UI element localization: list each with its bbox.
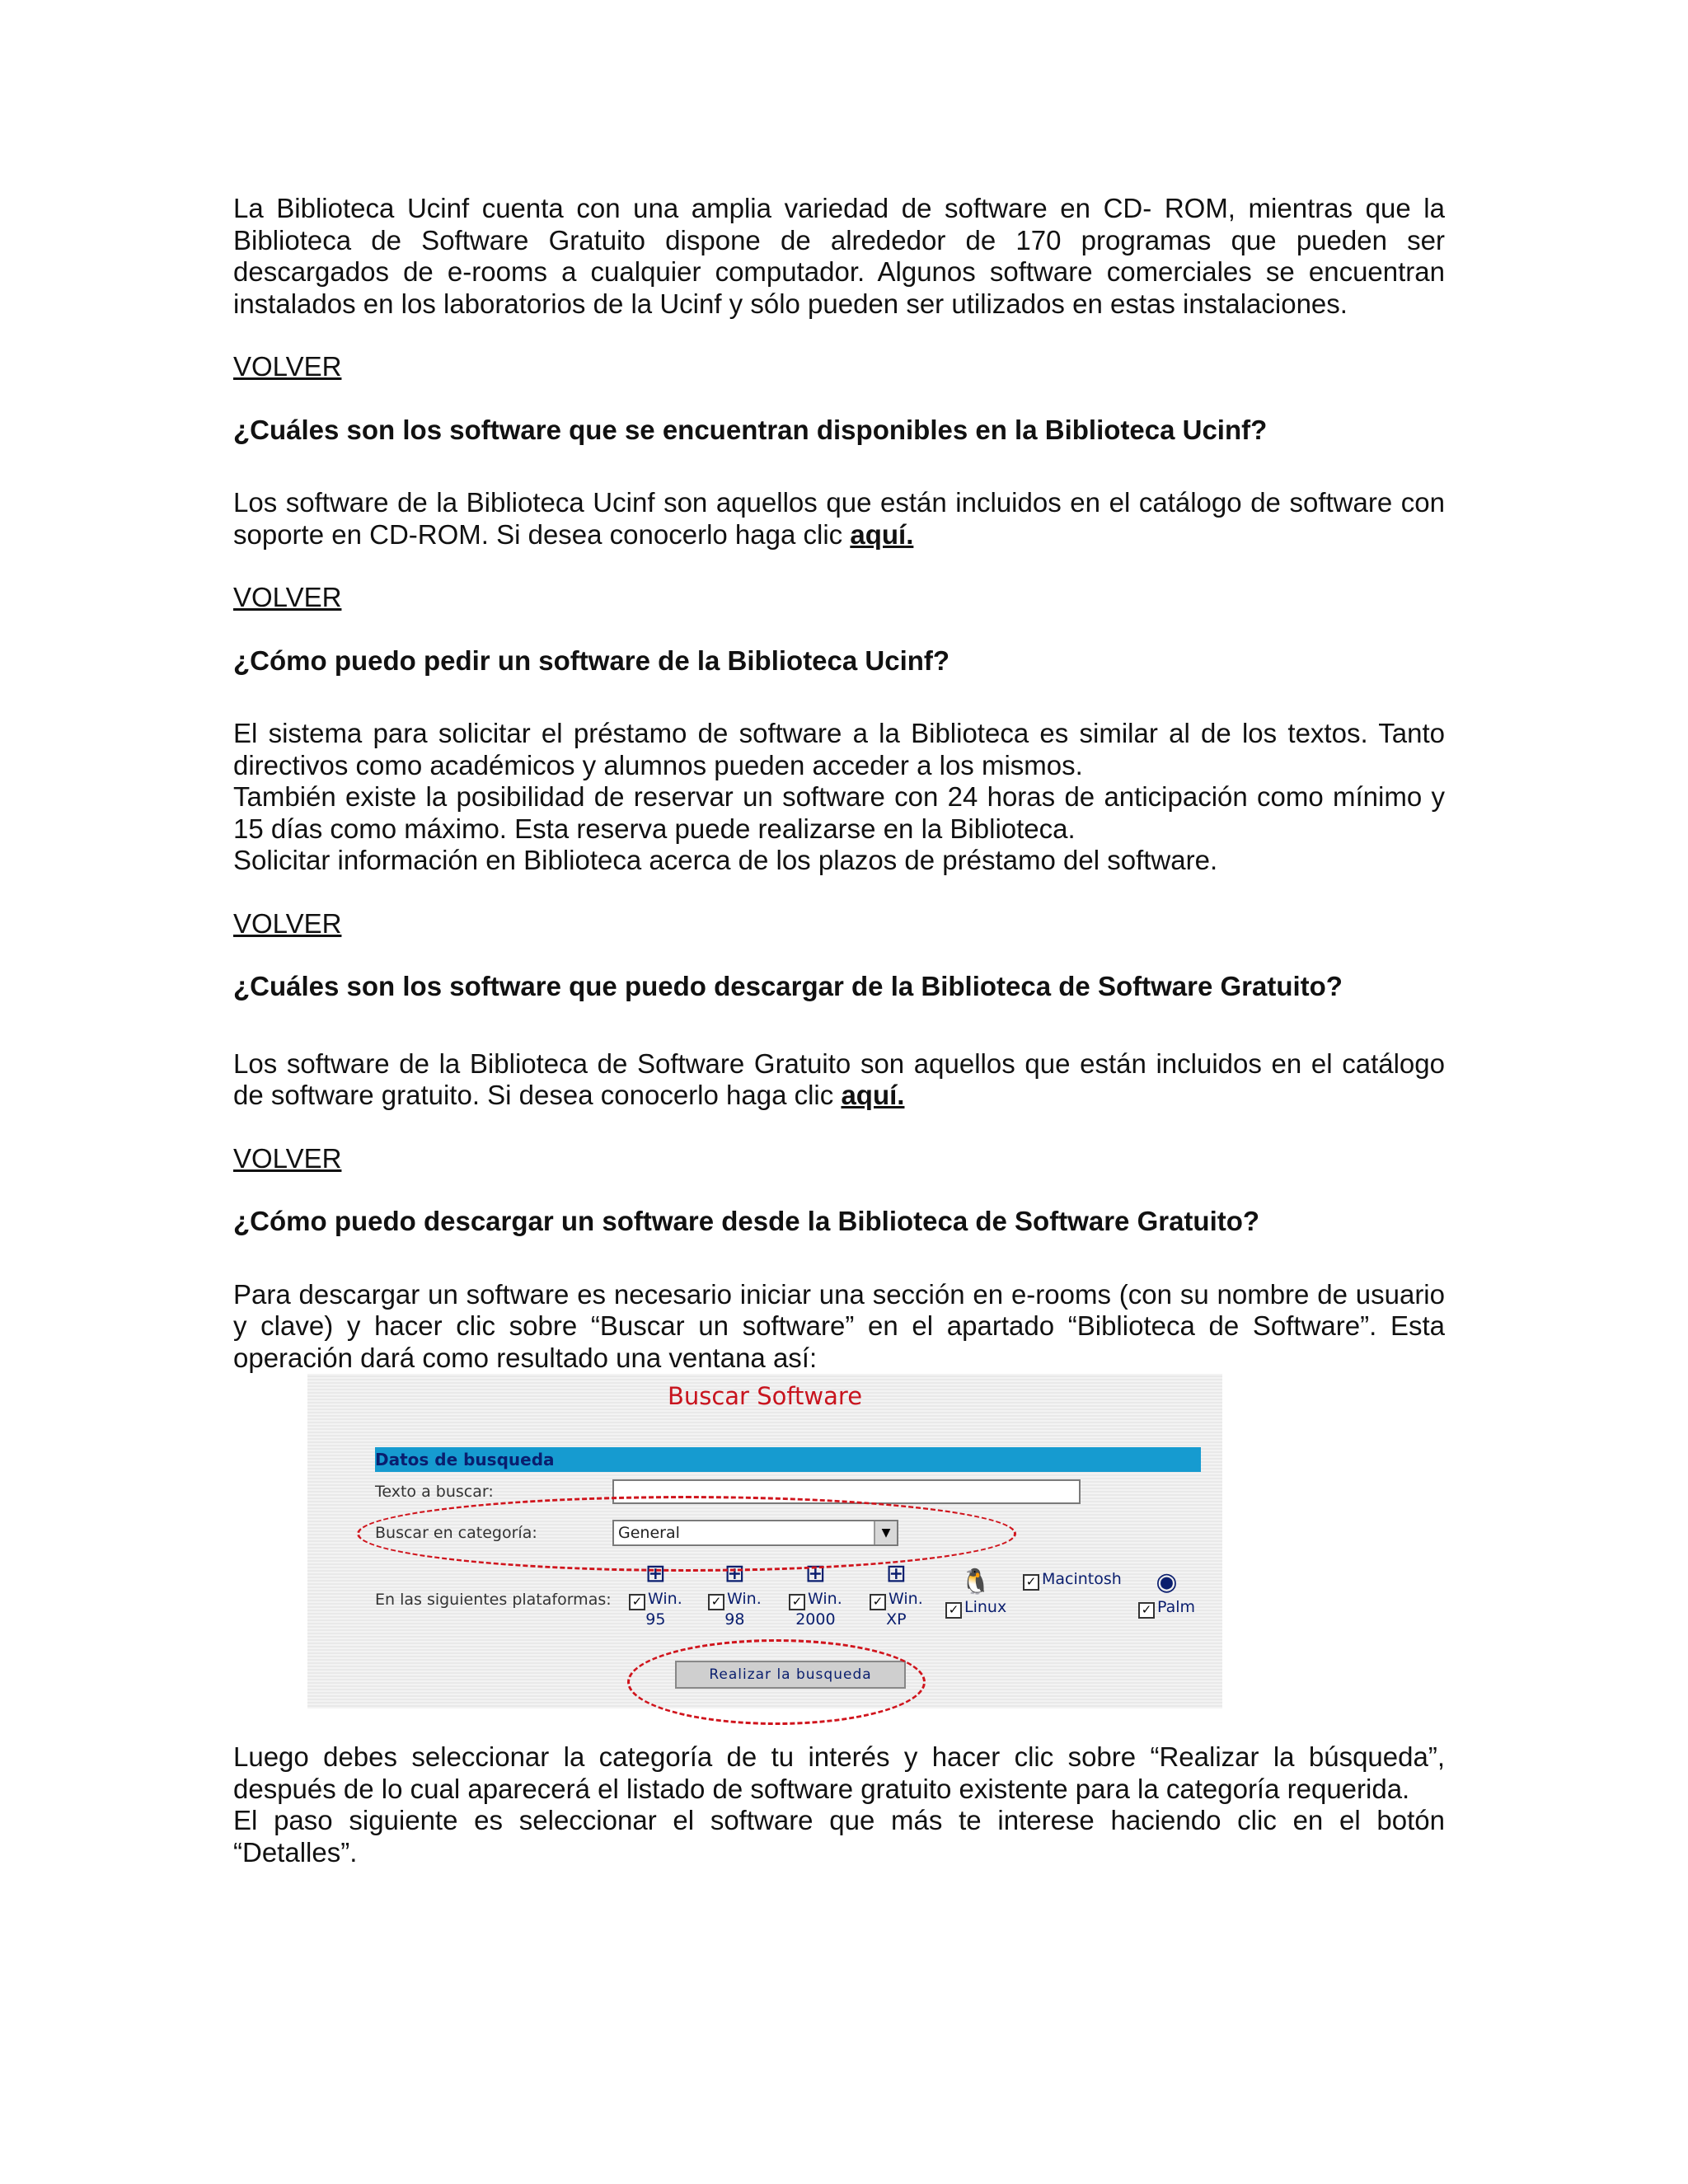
- chevron-down-icon: ▼: [874, 1521, 897, 1544]
- checkbox-checked-icon[interactable]: ✓: [1023, 1574, 1039, 1591]
- windows-icon: ⊞: [885, 1559, 907, 1588]
- realizar-busqueda-button[interactable]: Realizar la busqueda: [675, 1661, 906, 1689]
- platform-win98[interactable]: ⊞ ✓ Win. 98: [708, 1560, 762, 1629]
- checkbox-checked-icon[interactable]: ✓: [629, 1594, 645, 1610]
- question-1-answer: Los software de la Biblioteca Ucinf son aquellos que están incluidos en el catálogo de software con soporte en CD-ROM. Si desea conocerlo haga clic aquí.: [233, 487, 1445, 550]
- aqui-link-cdrom[interactable]: aquí.: [850, 518, 914, 550]
- windows-icon: ⊞: [724, 1559, 745, 1588]
- question-2-answer-p3: Solicitar información en Biblioteca acerca de los plazos de préstamo del software.: [233, 845, 1218, 875]
- intro-paragraph: La Biblioteca Ucinf cuenta con una amplia variedad de software en CD- ROM, mientras que la Biblioteca de Software Gratuito dispone de alrededor de 170 programas que pueden ser descargados de e-rooms a cualquier computador. Algunos software comerciales se encuentran instalados en los laboratorios de la Ucinf y sólo pueden ser utilizados en estas instalaciones.: [233, 193, 1445, 319]
- texto-buscar-label: Texto a buscar:: [375, 1483, 494, 1501]
- buscar-software-screenshot: [307, 1374, 1222, 1708]
- outro-paragraph-1: Luego debes seleccionar la categoría de tu interés y hacer clic sobre “Realizar la búsqueda”, después de lo cual aparecerá el listado de software gratuito existente para la categoría requerida.: [233, 1741, 1445, 1804]
- checkbox-checked-icon[interactable]: ✓: [789, 1594, 805, 1610]
- datos-busqueda-bar: Datos de busqueda: [375, 1447, 1201, 1472]
- outro-paragraph-2: El paso siguiente es seleccionar el software que más te interese haciendo clic en el botón “Detalles”.: [233, 1805, 1445, 1868]
- checkbox-checked-icon[interactable]: ✓: [708, 1594, 724, 1610]
- question-4-heading: ¿Cómo puedo descargar un software desde la Biblioteca de Software Gratuito?: [233, 1206, 1260, 1236]
- categoria-select[interactable]: General ▼: [612, 1520, 898, 1546]
- checkbox-checked-icon[interactable]: ✓: [1138, 1602, 1155, 1619]
- platform-win95[interactable]: ⊞ ✓ Win. 95: [629, 1560, 682, 1629]
- platform-macintosh[interactable]: ✓ Macintosh: [1023, 1568, 1122, 1591]
- checkbox-checked-icon[interactable]: ✓: [870, 1594, 886, 1610]
- question-2-heading: ¿Cómo puedo pedir un software de la Biblioteca Ucinf?: [233, 644, 950, 676]
- checkbox-checked-icon[interactable]: ✓: [945, 1602, 962, 1619]
- document-page: [233, 193, 1445, 1868]
- aqui-link-gratuito[interactable]: aquí.: [841, 1080, 905, 1110]
- palm-icon: ◉: [1156, 1568, 1178, 1596]
- penguin-icon: 🐧: [960, 1568, 992, 1596]
- platform-win2000[interactable]: ⊞ ✓ Win. 2000: [789, 1560, 842, 1629]
- highlight-ellipse-button: [627, 1639, 926, 1725]
- plataformas-label: En las siguientes plataformas:: [375, 1591, 612, 1609]
- highlight-ellipse-categoria: [357, 1496, 1016, 1572]
- question-3-answer: Los software de la Biblioteca de Software Gratuito son aquellos que están incluidos en el catálogo de software gratuito. Si desea conocerlo haga clic aquí.: [233, 1047, 1445, 1110]
- volver-link-3[interactable]: VOLVER: [233, 907, 342, 939]
- question-4-answer: Para descargar un software es necesario iniciar una sección en e-rooms (con su nombre de usuario y clave) y hacer clic sobre “Buscar un software” en el apartado “Biblioteca de Software”. Esta operación dará como resultado una ventana así:: [233, 1278, 1445, 1373]
- volver-link-4[interactable]: VOLVER: [233, 1142, 342, 1174]
- question-3-heading: ¿Cuáles son los software que puedo descargar de la Biblioteca de Software Gratuito?: [233, 971, 1343, 1001]
- platform-linux[interactable]: 🐧 ✓ Linux: [945, 1568, 1006, 1619]
- question-1-heading: ¿Cuáles son los software que se encuentran disponibles en la Biblioteca Ucinf?: [233, 414, 1268, 445]
- categoria-label: Buscar en categoría:: [375, 1524, 537, 1542]
- volver-link-1[interactable]: VOLVER: [233, 351, 342, 382]
- volver-link-2[interactable]: VOLVER: [233, 582, 342, 612]
- platform-palm[interactable]: ◉ ✓ Palm: [1138, 1568, 1195, 1619]
- screenshot-title: Buscar Software: [667, 1382, 863, 1410]
- windows-icon: ⊞: [804, 1559, 826, 1588]
- platform-winxp[interactable]: ⊞ ✓ Win. XP: [870, 1560, 923, 1629]
- windows-icon: ⊞: [645, 1559, 666, 1588]
- question-2-answer-p2: También existe la posibilidad de reservar un software con 24 horas de anticipación como mínimo y 15 días como máximo. Esta reserva puede realizarse en la Biblioteca.: [233, 781, 1445, 844]
- question-2-answer-p1: El sistema para solicitar el préstamo de software a la Biblioteca es similar al de los textos. Tanto directivos como académicos y alumnos pueden acceder a los mismos.: [233, 718, 1445, 780]
